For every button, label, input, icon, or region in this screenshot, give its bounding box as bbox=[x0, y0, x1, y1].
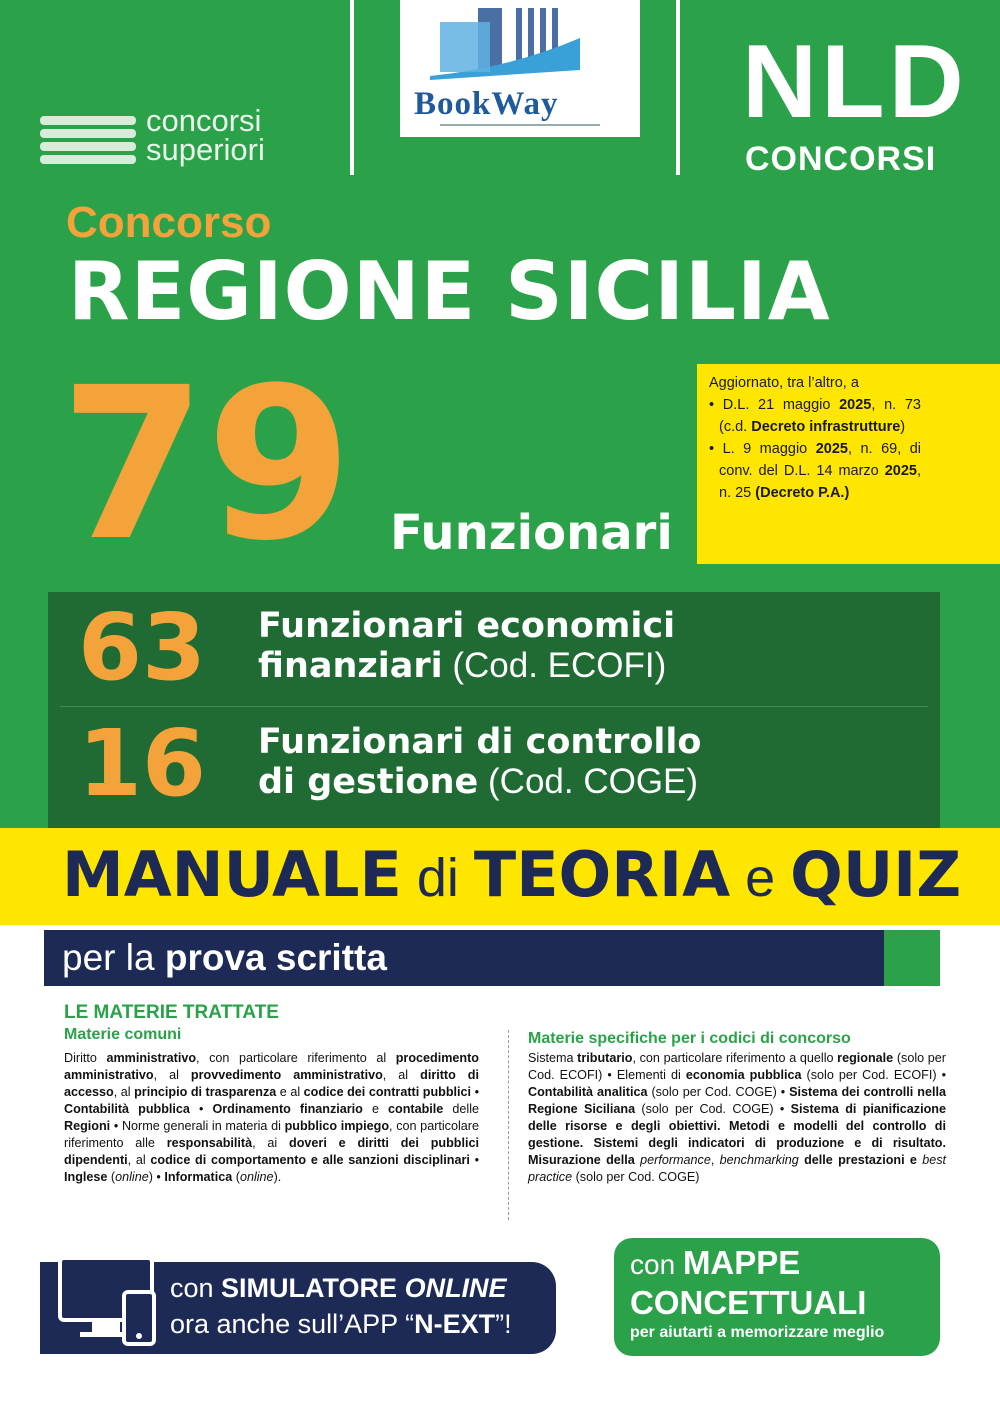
subbanner-accent bbox=[884, 930, 940, 986]
concorsi-superiori-text bbox=[146, 103, 265, 167]
maps-text: con MAPPE CONCETTUALI per aiutarti a memorizzare meglio bbox=[630, 1244, 885, 1341]
common-subjects-text: Diritto amministrativo, con particolare riferimento al procedimento amministrativo, al provvedimento amministrativo, al diritto di accesso, al principio di trasparenza e al codice dei contratti pubblici • Contabilità pubblica • Ordinamento finanziario e contabile delle Regioni • Norme generali in materia di pubblico impiego, con particolare riferimento alle responsabilità, ai doveri e diritti dei pubblici dipendenti, al codice di comportamento e alle sanzioni disciplinari • Inglese (online) • Informatica (online). bbox=[64, 1051, 480, 1184]
subjects-heading: LE MATERIE TRATTATE bbox=[64, 1002, 279, 1023]
divider-line bbox=[350, 0, 354, 175]
simulator-text: con SIMULATORE ONLINE ora anche sull’APP “N-EXT”! bbox=[170, 1273, 512, 1339]
computer-phone-icon bbox=[54, 1252, 164, 1362]
positions-separator bbox=[60, 706, 928, 707]
nld-logo: NLD bbox=[742, 24, 968, 140]
divider-line bbox=[676, 0, 680, 175]
big-label: Funzionari bbox=[390, 505, 673, 561]
big-number: 79 bbox=[60, 342, 353, 587]
publisher-line1: concorsi bbox=[146, 103, 262, 138]
books-stack-icon bbox=[40, 116, 138, 164]
common-heading: Materie comuni bbox=[64, 1026, 182, 1043]
update-item-2: • L. 9 maggio 2025, n. 69, di conv. del D.L. 14 marzo 2025, n. 25 (Decreto P.A.) bbox=[709, 441, 921, 501]
specific-subjects-text: Sistema tributario, con particolare riferimento a quello regionale (solo per Cod. ECOFI) • Elementi di economia pubblica (solo per Cod. ECOFI) • Contabilità analitica (solo per Cod. COGE) • Sistema dei controlli nella Regione Siciliana (solo per Cod. COGE) • Sistema di pianificazione delle risorse e degli obiettivi. Metodi e modelli del controllo di gestione. Sistemi degli indicatori di produzione e di risultato. Misurazione della performance, benchmarking delle prestazioni e best practice (solo per Cod. COGE) bbox=[528, 1051, 947, 1184]
update-note bbox=[697, 364, 1000, 564]
subbanner-text: per la prova scritta bbox=[62, 937, 387, 978]
specific-heading: Materie specifiche per i codici di concorso bbox=[528, 1030, 851, 1047]
title-kicker: Concorso bbox=[66, 198, 272, 247]
concorsi-superiori-logo bbox=[40, 103, 340, 172]
column-divider bbox=[508, 1030, 510, 1220]
update-item-1: • D.L. 21 maggio 2025, n. 73 (c.d. Decreto infrastrutture) bbox=[709, 397, 921, 435]
publisher-line2: superiori bbox=[146, 132, 265, 167]
nld-sub: CONCORSI bbox=[745, 140, 937, 178]
bookway-logo bbox=[400, 0, 640, 137]
position-count: 63 bbox=[78, 594, 207, 701]
position-desc: Funzionari economici finanziari (Cod. ECOFI) bbox=[258, 606, 676, 686]
position-count: 16 bbox=[78, 710, 207, 817]
bookway-text: BookWay bbox=[414, 86, 559, 122]
manual-banner-text: MANUALE di TEORIA e QUIZ bbox=[62, 838, 962, 911]
update-intro: Aggiornato, tra l’altro, a bbox=[709, 375, 859, 391]
page-title: REGIONE SICILIA bbox=[68, 245, 831, 338]
position-desc: Funzionari di controllo di gestione (Cod. COGE) bbox=[258, 722, 702, 802]
